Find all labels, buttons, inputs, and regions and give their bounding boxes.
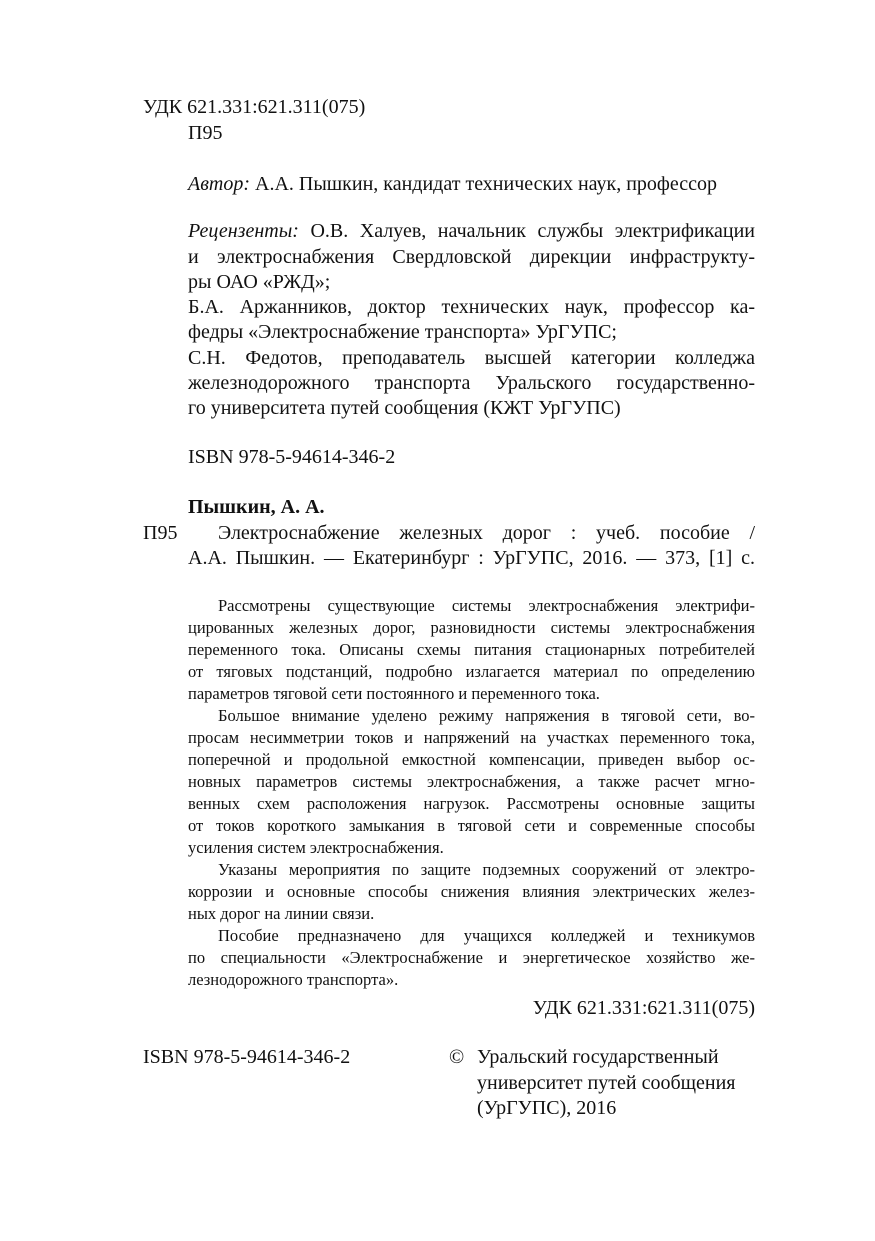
isbn-top: ISBN 978-5-94614-346-2: [188, 446, 396, 468]
author-text: А.А. Пышкин, кандидат технических наук, профессор: [255, 173, 718, 195]
abstract-line: просам несимметрии токов и напряжений на участках переменного тока,: [188, 728, 755, 747]
reviewers-line-8: го университета путей сообщения (КЖТ УрГУПС): [188, 397, 621, 419]
reviewers-line-7: железнодорожного транспорта Уральского государственно-: [188, 372, 755, 394]
abstract-line: усиления систем электроснабжения.: [188, 838, 444, 857]
copyright-line: университет путей сообщения: [477, 1072, 736, 1094]
abstract-line: коррозии и основные способы снижения влияния электрических желез-: [188, 882, 755, 901]
bib-code: П95: [143, 522, 178, 544]
reviewers-line-5: федры «Электроснабжение транспорта» УрГУПС;: [188, 321, 617, 343]
abstract-line: новных параметров системы электроснабжения, а также расчет мгно-: [188, 772, 755, 791]
bib-author-heading: Пышкин, А. А.: [188, 496, 325, 518]
reviewers-line-3: ры ОАО «РЖД»;: [188, 271, 331, 293]
bib-line-2: А.А. Пышкин. — Екатеринбург : УрГУПС, 2016. — 373, [1] с.: [188, 547, 755, 569]
copyright-line: (УрГУПС), 2016: [477, 1097, 617, 1119]
copyright-line: Уральский государственный: [477, 1046, 719, 1068]
abstract-line: Рассмотрены существующие системы электроснабжения электрифи-: [218, 596, 755, 615]
isbn-bottom: ISBN 978-5-94614-346-2: [143, 1046, 351, 1068]
abstract-line: ных дорог на линии связи.: [188, 904, 375, 923]
reviewers-line-6: С.Н. Федотов, преподаватель высшей категории колледжа: [188, 347, 755, 369]
udk-footer: УДК 621.331:621.311(075): [532, 997, 755, 1019]
abstract-line: по специальности «Электроснабжение и энергетическое хозяйство же-: [188, 948, 755, 967]
abstract-line: Пособие предназначено для учащихся колледжей и техникумов: [218, 926, 755, 945]
reviewers-line-2: и электроснабжения Свердловской дирекции инфраструкту-: [188, 246, 755, 268]
abstract-line: от тяговых подстанций, подробно излагается материал по определению: [188, 662, 755, 681]
author-line: [188, 172, 717, 196]
abstract-line: венных схем расположения нагрузок. Рассмотрены основные защиты: [188, 794, 755, 813]
reviewers-line-1: Рецензенты: О.В. Халуев, начальник службы электрификации: [188, 220, 756, 242]
reviewers-label: Рецензенты:: [188, 220, 299, 242]
abstract-line: от токов короткого замыкания в тяговой сети и современные способы: [188, 816, 755, 835]
abstract-line: цированных железных дорог, разновидности системы электроснабжения: [188, 618, 755, 637]
classification-code: П95: [188, 122, 223, 144]
abstract-line: Указаны мероприятия по защите подземных сооружений от электро-: [218, 860, 755, 879]
bib-line-1: Электроснабжение железных дорог : учеб. пособие /: [218, 522, 755, 544]
udk-header: УДК 621.331:621.311(075): [143, 96, 366, 118]
abstract-line: лезнодорожного транспорта».: [188, 970, 399, 989]
reviewers-line-4: Б.А. Аржанников, доктор технических наук, профессор ка-: [188, 296, 755, 318]
author-label: Автор:: [188, 173, 251, 195]
abstract-line: параметров тяговой сети постоянного и переменного тока.: [188, 684, 600, 703]
copyright-symbol: ©: [449, 1046, 465, 1068]
abstract-line: переменного тока. Описаны схемы питания стационарных потребителей: [188, 640, 755, 659]
abstract-line: Большое внимание уделено режиму напряжения в тяговой сети, во-: [218, 706, 755, 725]
abstract-line: поперечной и продольной емкостной компенсации, приведен выбор ос-: [188, 750, 755, 769]
